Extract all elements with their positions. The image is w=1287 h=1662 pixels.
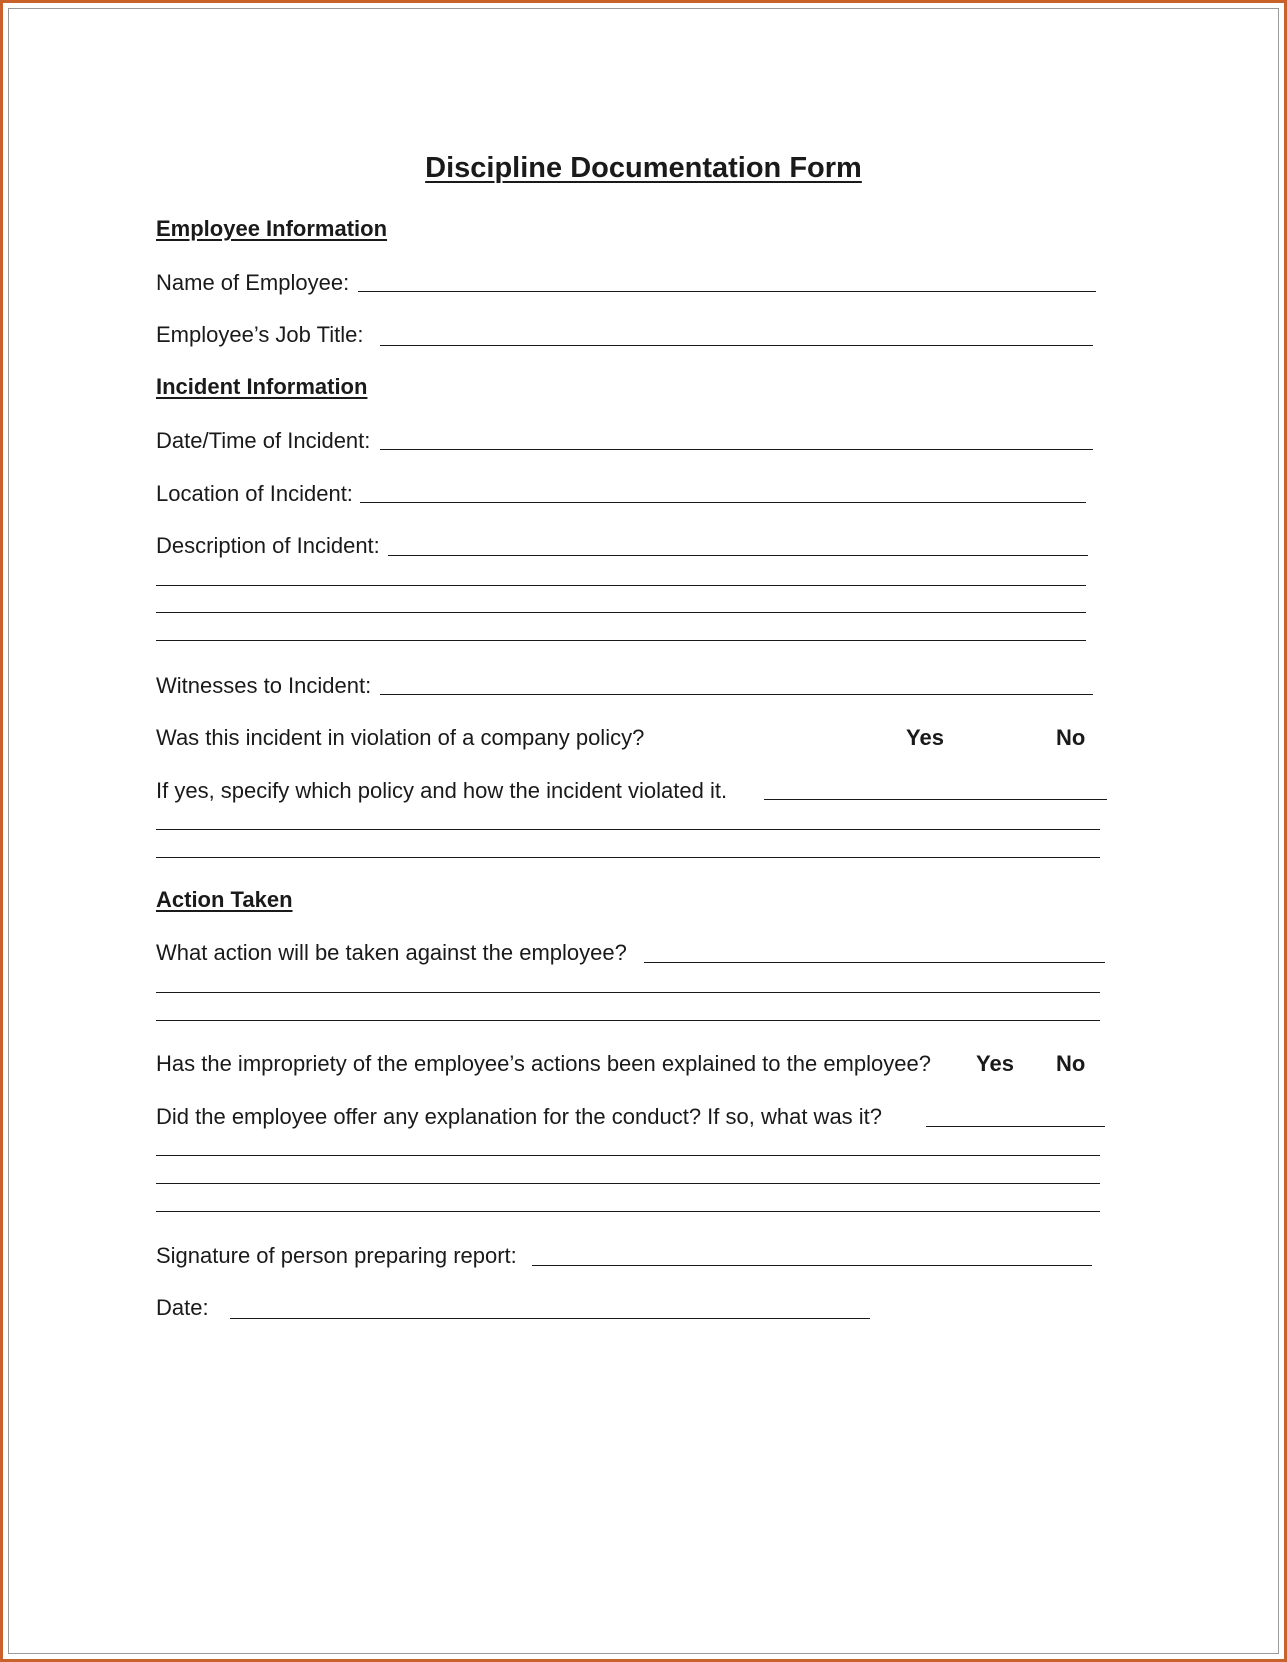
policy-line-2[interactable]: [156, 829, 1100, 830]
explanation-label: Did the employee offer any explanation for the conduct? If so, what was it?: [156, 1104, 883, 1129]
name-of-employee-label: Name of Employee:: [156, 270, 350, 295]
explained-no-option[interactable]: No: [1056, 1051, 1086, 1076]
description-field[interactable]: [388, 555, 1088, 556]
location-label: Location of Incident:: [156, 481, 353, 506]
witnesses-label: Witnesses to Incident:: [156, 673, 372, 698]
action-line-2[interactable]: [156, 992, 1100, 993]
datetime-field[interactable]: [380, 449, 1093, 450]
name-of-employee-field[interactable]: [358, 291, 1096, 292]
explained-yes-option[interactable]: Yes: [976, 1051, 1014, 1076]
description-label: Description of Incident:: [156, 533, 380, 558]
signature-field[interactable]: [532, 1265, 1092, 1266]
heading-employee-information: Employee Information: [156, 216, 388, 241]
date-label: Date:: [156, 1295, 209, 1320]
page-inner-border: [8, 8, 1279, 1654]
description-line-4[interactable]: [156, 640, 1086, 641]
heading-incident-information: Incident Information: [156, 374, 368, 399]
action-line-3[interactable]: [156, 1020, 1100, 1021]
action-field[interactable]: [644, 962, 1105, 963]
explanation-line-3[interactable]: [156, 1183, 1100, 1184]
violation-no-option[interactable]: No: [1056, 725, 1086, 750]
job-title-label: Employee’s Job Title:: [156, 322, 364, 347]
job-title-field[interactable]: [380, 345, 1093, 346]
violation-question: Was this incident in violation of a company policy?: [156, 725, 645, 750]
date-field[interactable]: [230, 1318, 870, 1319]
explained-question: Has the impropriety of the employee’s actions been explained to the employee?: [156, 1051, 931, 1076]
policy-line-3[interactable]: [156, 857, 1100, 858]
policy-field[interactable]: [764, 799, 1107, 800]
violation-yes-option[interactable]: Yes: [906, 725, 944, 750]
location-field[interactable]: [360, 502, 1086, 503]
form-title: Discipline Documentation Form: [425, 152, 862, 184]
witnesses-field[interactable]: [380, 694, 1093, 695]
policy-label: If yes, specify which policy and how the incident violated it.: [156, 778, 728, 803]
explanation-line-4[interactable]: [156, 1211, 1100, 1212]
description-line-2[interactable]: [156, 585, 1086, 586]
explanation-field[interactable]: [926, 1126, 1105, 1127]
explanation-line-2[interactable]: [156, 1155, 1100, 1156]
signature-label: Signature of person preparing report:: [156, 1243, 517, 1268]
action-label: What action will be taken against the employee?: [156, 940, 627, 965]
description-line-3[interactable]: [156, 612, 1086, 613]
datetime-label: Date/Time of Incident:: [156, 428, 371, 453]
heading-action-taken: Action Taken: [156, 887, 293, 912]
